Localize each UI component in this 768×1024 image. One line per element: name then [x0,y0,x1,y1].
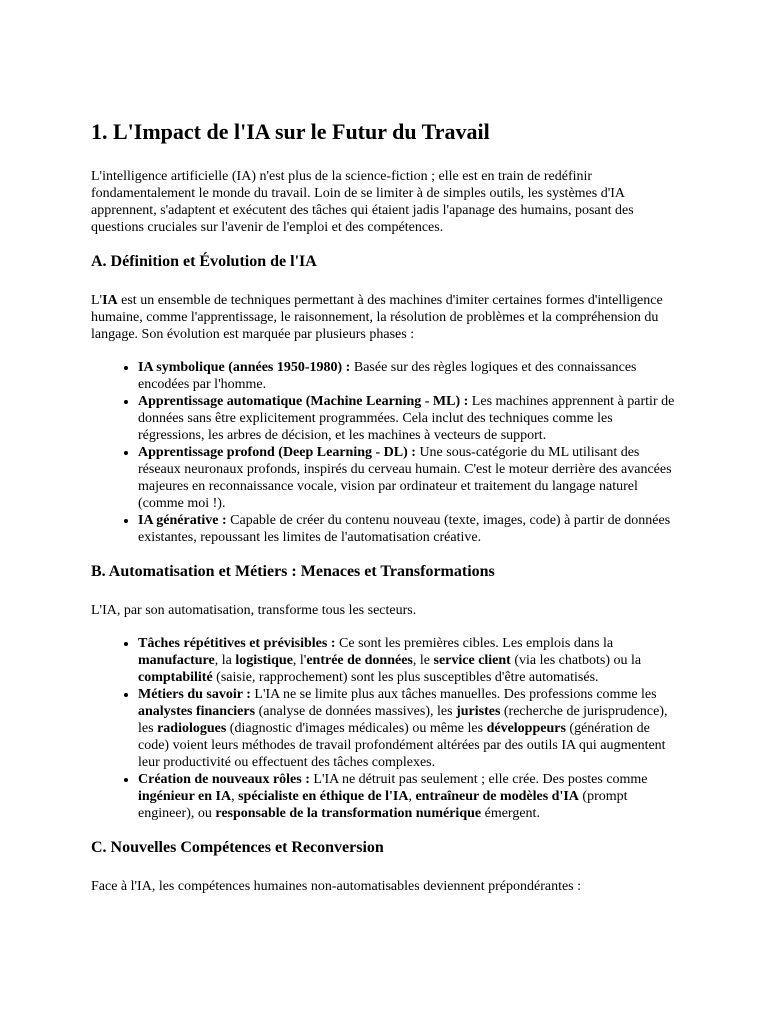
text-run: Basée sur des règles logiques et des connaissances encodées par l'homme. [138,360,637,392]
bold-text: service client [433,653,511,668]
bold-text: comptabilité [138,670,213,685]
bold-text: IA [102,293,118,308]
text-run: L'IA ne se limite plus aux tâches manuelles. Des professions comme les [250,687,657,702]
section-a-list [91,359,676,546]
bold-text: Apprentissage automatique (Machine Learning - ML) : [138,394,469,409]
text-run: (diagnostic d'images médicales) ou même les [226,721,487,736]
list-item [138,512,676,546]
bold-text: Métiers du savoir : [138,687,251,702]
bold-text: développeurs [486,721,566,736]
list-item [138,771,676,822]
list-item [138,359,676,393]
text-run: , la [214,653,236,668]
text-run: Face à l'IA, les compétences humaines non-automatisables deviennent prépondérantes : [91,879,582,894]
list-item [138,635,676,686]
text-run: (génération de code) voient leurs méthodes de travail profondément altérées par des outils IA qui augmentent leur productivité ou effectuent des tâches complexes. [138,721,666,770]
bold-text: manufacture [138,653,215,668]
list-item [138,444,676,512]
text-run: L'IA, par son automatisation, transforme tous les secteurs. [91,603,417,618]
bold-text: juristes [456,704,501,719]
text-run: Ce sont les premières cibles. Les emplois dans la [335,636,614,651]
bold-text: spécialiste en éthique de l'IA [238,789,409,804]
text-run: (prompt engineer), ou [138,789,628,821]
text-run: est un ensemble de techniques permettant à des machines d'imiter certaines formes d'intelligence humaine, comme l'apprentissage, le raisonnement, la résolution de problèmes et la compréhension du langage. Son évolution est marquée par plusieurs phases : [91,293,663,342]
text-run: , [408,789,416,804]
bold-text: radiologues [157,721,227,736]
list-item [138,686,676,771]
text-run: (analyse de données massives), les [255,704,457,719]
bold-text: logistique [235,653,293,668]
section-c-paragraph [91,878,676,895]
text-run: émergent. [481,806,540,821]
section-b-list [91,635,676,822]
text-run: L' [91,293,103,308]
text-run: Une sous-catégorie du ML utilisant des réseaux neuronaux profonds, inspirés du cerveau humain. C'est le moteur derrière des avancées majeures en reconnaissance vocale, vision par ordinateur et traitement du langage naturel (comme moi !). [138,445,672,511]
bold-text: responsable de la transformation numérique [215,806,482,821]
text-run: , l' [292,653,307,668]
bold-text: entraîneur de modèles d'IA [415,789,579,804]
bold-text: analystes financiers [138,704,256,719]
text-run: , [231,789,239,804]
text-run: Les machines apprennent à partir de données sans être explicitement programmées. Cela inclut des techniques comme les régressions, les arbres de décision, et les machines à vecteurs de support. [138,394,675,443]
text-run: , le [412,653,434,668]
text-run: (via les chatbots) ou la [510,653,642,668]
section-b-paragraph [91,602,676,619]
section-b-heading: B. Automatisation et Métiers : Menaces et Transformations [91,563,495,580]
text-run: (recherche de jurisprudence), les [138,704,668,736]
document-title: 1. L'Impact de l'IA sur le Futur du Travail [91,119,490,144]
text-run: L'IA ne détruit pas seulement ; elle crée. Des postes comme [309,772,648,787]
bold-text: IA générative : [138,513,227,528]
section-a-paragraph [91,292,676,343]
section-a-heading: A. Définition et Évolution de l'IA [91,253,317,270]
bold-text: Création de nouveaux rôles : [138,772,310,787]
bold-text: ingénieur en IA [138,789,232,804]
intro-paragraph: L'intelligence artificielle (IA) n'est plus de la science-fiction ; elle est en train de redéfinir fondamentalement le monde du travail. Loin de se limiter à de simples outils, les systèmes d'IA apprennent, s'adaptent et exécutent des tâches qui étaient jadis l'apanage des humains, posant des questions cruciales sur l'avenir de l'emploi et des compétences. [91,169,634,235]
bold-text: IA symbolique (années 1950-1980) : [138,360,351,375]
bold-text: Tâches répétitives et prévisibles : [138,636,336,651]
text-run: Capable de créer du contenu nouveau (texte, images, code) à partir de données existantes, repoussant les limites de l'automatisation créative. [138,513,671,545]
bold-text: entrée de données [306,653,413,668]
text-run: (saisie, rapprochement) sont les plus susceptibles d'être automatisés. [212,670,599,685]
bold-text: Apprentissage profond (Deep Learning - DL) : [138,445,416,460]
list-item [138,393,676,444]
section-c-heading: C. Nouvelles Compétences et Reconversion [91,839,384,856]
